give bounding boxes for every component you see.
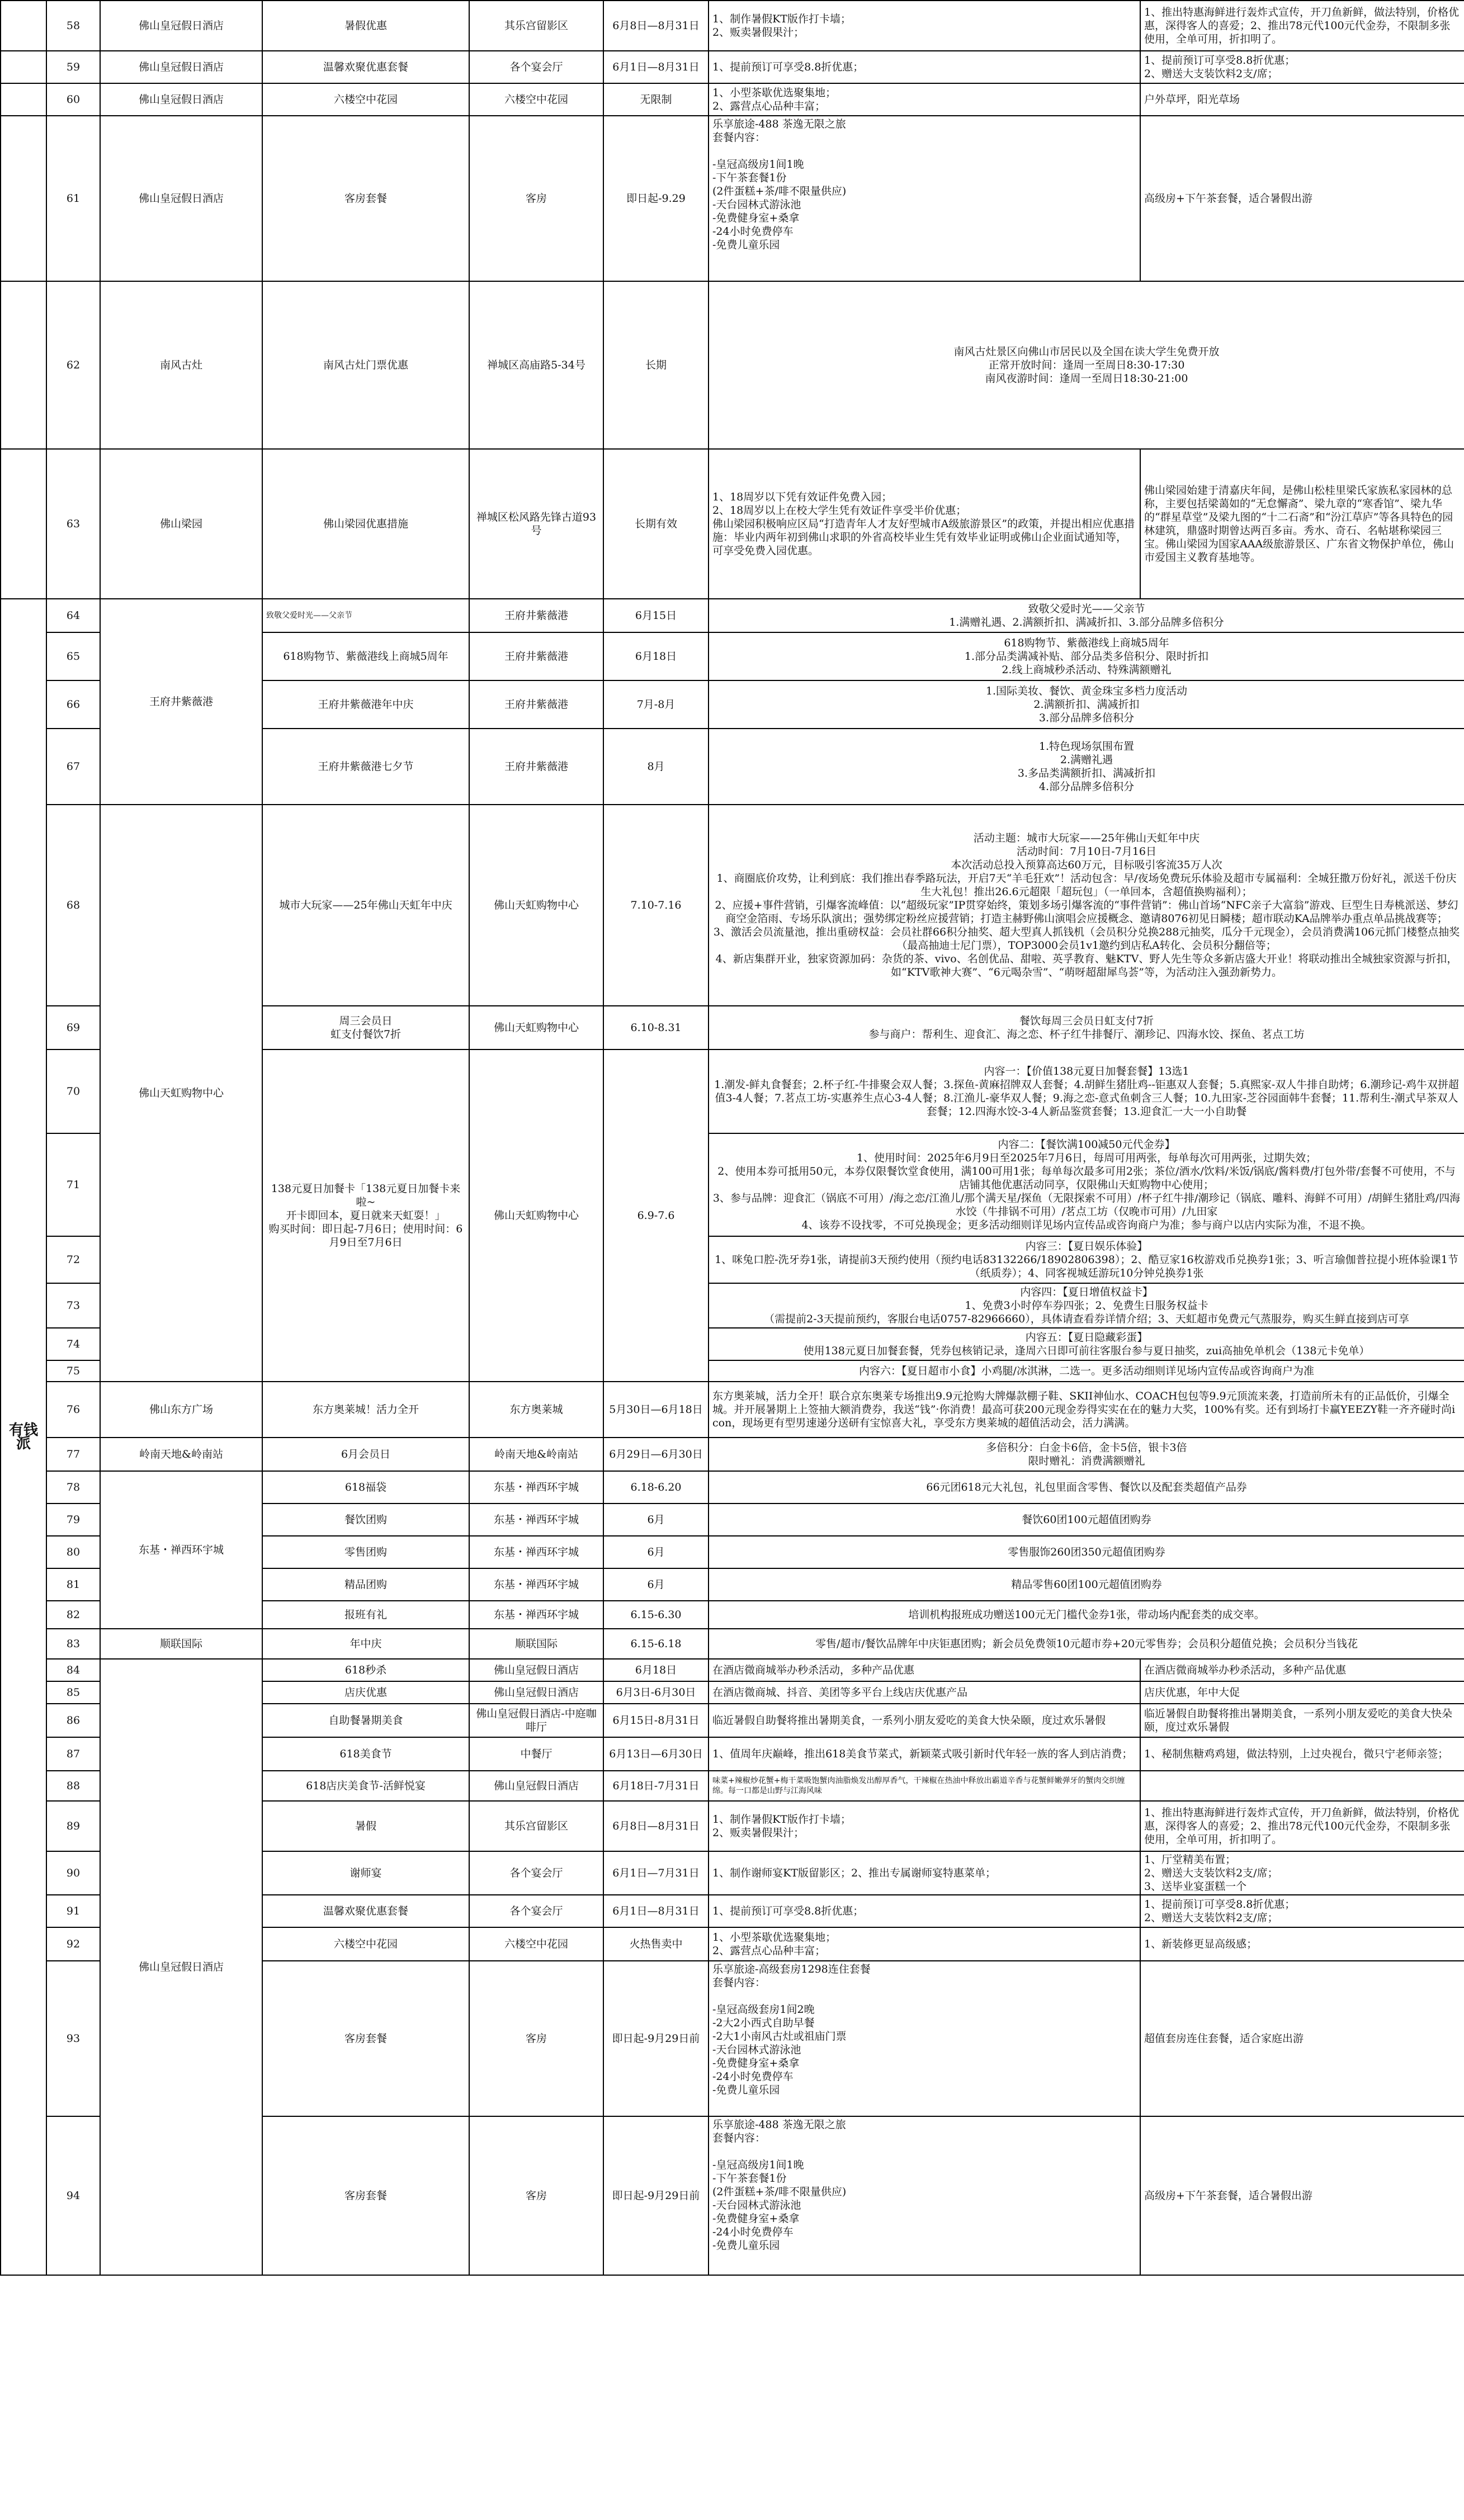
activity-name-cell: 618美食节	[262, 1737, 469, 1771]
row-number: 60	[46, 83, 100, 116]
table-row	[1, 1382, 1464, 1438]
detail-cell: 精品零售60团100元超值团购券	[709, 1568, 1464, 1601]
row-number: 64	[46, 599, 100, 632]
row-number: 63	[46, 449, 100, 599]
category-label: 有钱派	[1, 599, 46, 2275]
activity-name-cell: 零售团购	[262, 1536, 469, 1568]
row-number: 88	[46, 1771, 100, 1801]
table-row	[1, 599, 1464, 632]
detail-cell: 1、提前预订可享受8.8折优惠；	[709, 1895, 1140, 1927]
remark-cell: 在酒店微商城举办秒杀活动，多种产品优惠	[1140, 1659, 1464, 1681]
detail-cell: 内容五：【夏日隐藏彩蛋】 使用138元夏日加餐套餐，凭券包核销记录，逢周六日即可前往客服台参与夏日抽奖，zui高抽免单机会（138元卡免单）	[709, 1328, 1464, 1360]
remark-cell: 户外草坪，阳光草场	[1140, 83, 1464, 116]
venue-cell: 东基・禅西环宇城	[100, 1471, 262, 1629]
location-cell: 东基・禅西环宇城	[469, 1568, 603, 1601]
venue-cell: 佛山皇冠假日酒店	[100, 83, 262, 116]
detail-cell: 1.特色现场氛围布置 2.满赠礼遇 3.多品类满额折扣、满减折扣 4.部分品牌多倍积分	[709, 729, 1464, 805]
location-cell: 中餐厅	[469, 1737, 603, 1771]
table-row	[1, 116, 1464, 281]
activity-name-cell: 温馨欢聚优惠套餐	[262, 1895, 469, 1927]
row-number: 77	[46, 1438, 100, 1471]
remark-cell: 1、新装修更显高级感；	[1140, 1927, 1464, 1961]
row-number: 66	[46, 680, 100, 729]
time-cell: 火热售卖中	[603, 1927, 709, 1961]
detail-cell: 1、小型茶歇优选聚集地； 2、露营点心品种丰富；	[709, 83, 1140, 116]
row-number: 87	[46, 1737, 100, 1771]
location-cell: 其乐宫留影区	[469, 1, 603, 51]
time-cell: 6月	[603, 1504, 709, 1536]
location-cell: 客房	[469, 116, 603, 281]
time-cell: 6月1日—8月31日	[603, 1895, 709, 1927]
time-cell: 6月18日	[603, 1659, 709, 1681]
row-number: 94	[46, 2116, 100, 2275]
detail-cell: 1、小型茶歇优选聚集地； 2、露营点心品种丰富；	[709, 1927, 1140, 1961]
row-number: 76	[46, 1382, 100, 1438]
location-cell: 东基・禅西环宇城	[469, 1504, 603, 1536]
row-number: 78	[46, 1471, 100, 1504]
detail-cell: 内容六：【夏日超市小食】小鸡腿/冰淇淋，二选一。更多活动细则详见场内宣传品或咨询商户为准	[709, 1360, 1464, 1382]
activity-name-cell: 618秒杀	[262, 1659, 469, 1681]
location-cell: 王府井紫薇港	[469, 632, 603, 680]
venue-cell: 佛山梁园	[100, 449, 262, 599]
location-cell: 佛山皇冠假日酒店	[469, 1659, 603, 1681]
activity-name-cell: 客房套餐	[262, 2116, 469, 2275]
time-cell: 6月1日—8月31日	[603, 51, 709, 83]
row-number: 67	[46, 729, 100, 805]
time-cell: 6月18日-7月31日	[603, 1771, 709, 1801]
time-cell: 即日起-9月29日前	[603, 1961, 709, 2116]
location-cell: 顺联国际	[469, 1629, 603, 1659]
detail-cell: 东方奥莱城，活力全开！联合京东奥莱专场推出9.9元抢购大牌爆款棚子鞋、SKII神仙水、COACH包包等9.9元顶流来袭，打造前所未有的正品低价，引爆全城。并开展暑期上上签抽大额消费券，我送“钱”·你消费！最高可获200元现金券得实实在在的魅力大奖，100%有奖。还有到场打卡赢YEEZY鞋一齐齐碰时尚icon，现场更有型男速递分送研有宝惊喜大礼，享受东方奥莱城的超值活动会，活力满满。	[709, 1382, 1464, 1438]
row-number: 79	[46, 1504, 100, 1536]
location-cell: 东方奥莱城	[469, 1382, 603, 1438]
activity-name-cell: 暑假优惠	[262, 1, 469, 51]
row-number: 72	[46, 1236, 100, 1283]
venue-cell: 佛山皇冠假日酒店	[100, 1, 262, 51]
time-cell: 无限制	[603, 83, 709, 116]
remark-cell: 1、秘制焦糖鸡鸡翅，做法特别，上过央视台，微只宁老师亲签；	[1140, 1737, 1464, 1771]
table-row	[1, 83, 1464, 116]
row-number: 65	[46, 632, 100, 680]
venue-cell: 顺联国际	[100, 1629, 262, 1659]
remark-cell: 高级房+下午茶套餐，适合暑假出游	[1140, 2116, 1464, 2275]
time-cell: 6月8日—8月31日	[603, 1, 709, 51]
detail-cell: 餐饮60团100元超值团购券	[709, 1504, 1464, 1536]
activity-name-cell: 佛山梁园优惠措施	[262, 449, 469, 599]
location-cell: 佛山天虹购物中心	[469, 1006, 603, 1049]
detail-cell: 1、制作暑假KT版作打卡墙； 2、贩卖暑假果汁；	[709, 1, 1140, 51]
remark-cell: 1、提前预订可享受8.8折优惠； 2、赠送大支装饮料2支/席；	[1140, 51, 1464, 83]
activity-name-cell: 温馨欢聚优惠套餐	[262, 51, 469, 83]
remark-cell: 超值套房连住套餐，适合家庭出游	[1140, 1961, 1464, 2116]
row-number: 80	[46, 1536, 100, 1568]
location-cell: 王府井紫薇港	[469, 729, 603, 805]
time-cell: 6.15-6.30	[603, 1601, 709, 1629]
row-number: 91	[46, 1895, 100, 1927]
time-cell: 6月29日—6月30日	[603, 1438, 709, 1471]
location-cell: 各个宴会厅	[469, 51, 603, 83]
table-row	[1, 1629, 1464, 1659]
row-number: 70	[46, 1049, 100, 1133]
table-row	[1, 1, 1464, 51]
row-number: 73	[46, 1283, 100, 1328]
activity-name-cell: 店庆优惠	[262, 1681, 469, 1704]
detail-cell: 乐享旅途-高级套房1298连住套餐 套餐内容： -皇冠高级套房1间2晚 -2大2小西式自助早餐 -2大1小南风古灶或祖庙门票 -天台园林式游泳池 -免费健身室+桑拿 -24小时免费停车 -免费儿童乐园	[709, 1961, 1140, 2116]
table-row	[1, 1471, 1464, 1504]
row-number: 71	[46, 1133, 100, 1236]
activity-name-cell: 南风古灶门票优惠	[262, 281, 469, 449]
row-number: 69	[46, 1006, 100, 1049]
time-cell: 6.15-6.18	[603, 1629, 709, 1659]
row-number: 62	[46, 281, 100, 449]
detail-cell: 味菜+辣椒炒花蟹+梅干菜吸饱蟹肉油脂焕发出醇厚香气，干辣椒在热油中释放出霸道辛香与花蟹鲜嫩弹牙的蟹肉交织缠绵。每一口都是山野与江海风味	[709, 1771, 1140, 1801]
row-number: 81	[46, 1568, 100, 1601]
location-cell: 禅城区高庙路5-34号	[469, 281, 603, 449]
time-cell: 6.9-7.6	[603, 1049, 709, 1382]
activity-name-cell: 六楼空中花园	[262, 83, 469, 116]
time-cell: 6月13日—6月30日	[603, 1737, 709, 1771]
detail-cell: 66元团618元大礼包，礼包里面含零售、餐饮以及配套类超值产品券	[709, 1471, 1464, 1504]
detail-cell: 1、值周年庆巅峰，推出618美食节菜式，新颖菜式吸引新时代年轻一族的客人到店消费；	[709, 1737, 1140, 1771]
remark-cell: 1、推出特惠海鲜进行轰炸式宣传，开刀鱼新鲜，做法特别，价格优惠，深得客人的喜爱；2、推出78元代100元代金券，不限制多张使用，全单可用，折扣明了。	[1140, 1801, 1464, 1851]
venue-cell: 佛山天虹购物中心	[100, 805, 262, 1382]
activity-name-cell: 报班有礼	[262, 1601, 469, 1629]
location-cell: 东基・禅西环宇城	[469, 1471, 603, 1504]
table-row	[1, 1438, 1464, 1471]
location-cell: 东基・禅西环宇城	[469, 1601, 603, 1629]
remark-cell: 店庆优惠，年中大促	[1140, 1681, 1464, 1704]
detail-cell: 内容三：【夏日娱乐体验】 1、咪兔口腔-洗牙券1张，请提前3天预约使用（预约电话83132266/18902806398）；2、酷豆家16枚游戏币兑换券1张；3、听言瑜伽普拉提小班体验课1节（纸质券）；4、同客视城廷游玩10分钟兑换券1张	[709, 1236, 1464, 1283]
activity-name-cell: 王府井紫薇港七夕节	[262, 729, 469, 805]
detail-cell: 内容二：【餐饮满100减50元代金券】 1、使用时间：2025年6月9日至2025年7月6日，每周可用两张，每单每次可用两张，过期失效； 2、使用本券可抵用50元，本券仅限餐饮堂食使用，满100可用1张；每单每次最多可用2张；茶位/酒水/饮料/米饭/锅底/酱料费/打包外带/套餐不可使用，不与店铺其他优惠活动同享，仅限佛山天虹购物中心使用； 3、参与品牌：迎食汇（锅底不可用）/海之恋/江渔儿/那个满天星/探鱼（无限探索不可用）/杯子红牛排/潮珍记（锅底、雕料、海鲜不可用）/胡鲜生猪肚鸡/四海水饺（牛排锅不可用）/茗点工坊（仅晚市可用）/九田家 4、该券不设找零，不可兑换现金；更多活动细则详见场内宣传品或咨询商户为准；参与商户以店内实际为准，不退不换。	[709, 1133, 1464, 1236]
table-row	[1, 51, 1464, 83]
time-cell: 6.10-8.31	[603, 1006, 709, 1049]
row-number: 75	[46, 1360, 100, 1382]
detail-cell: 致敬父爱时光——父亲节 1.满赠礼遇、2.满额折扣、满减折扣、3.部分品牌多倍积分	[709, 599, 1464, 632]
activity-name-cell: 精品团购	[262, 1568, 469, 1601]
detail-cell: 活动主题：城市大玩家——25年佛山天虹年中庆 活动时间：7月10日-7月16日 本次活动总投入预算高达60万元，目标吸引客流35万人次 1、商圈底价攻势，让利到底：我们推出春季路玩法，开启7天“羊毛狂欢”！活动包含：早/夜场免费玩乐体验及超市专属福利：全城狂撒万份好礼，派送千份庆生大礼包！推出26.6元超限「超玩包」（一单回本，含超值换购福利）； 2、应援+事件营销，引爆客流峰值：以“超级玩家”IP贯穿始终，策划多场引爆客流的“事件营销”：佛山首场“NFC亲子大富翁”游戏、巨型生日寿桃派送、梦幻商空金箔雨、专场乐队演出；强势绑定粉丝应援营销；打造主赫野佛山演唱会应援概念、邀请8076初见日瞬楼；超市联动KA品牌举办重点单品挑战赛等； 3、激活会员流量池，推出重磅权益：会员社群66积分抽奖、超大型真人抓钱机（会员积分兑换288元抽奖，瓜分千元现金），会员消费满106元抓门楼整点抽奖（最高抽迪士尼门票），TOP3000会员1v1邀约到店私A转化、会员积分翻倍等； 4、新店集群开业，独家资源加码：杂货的茶、vivo、名创优品、甜啦、英孚教育、魅KTV、野人先生等众多新店盛大开业！将联动推出全城独家资源与折扣，如“KTV歌神大赛”、“6元喝杂雪”、“萌呀超甜犀鸟荟”等，为活动注入强劲新势力。	[709, 805, 1464, 1006]
remark-cell: 1、提前预订可享受8.8折优惠； 2、赠送大支装饮料2支/席；	[1140, 1895, 1464, 1927]
location-cell: 六楼空中花园	[469, 1927, 603, 1961]
location-cell: 各个宴会厅	[469, 1851, 603, 1895]
detail-cell: 培训机构报班成功赠送100元无门槛代金券1张，带动场内配套类的成交率。	[709, 1601, 1464, 1629]
row-number: 59	[46, 51, 100, 83]
table-row	[1, 281, 1464, 449]
activity-name-cell: 618福袋	[262, 1471, 469, 1504]
remark-cell: 佛山梁园始建于清嘉庆年间，是佛山松桂里梁氏家族私家园林的总称，主要包括梁蔼如的“无怠懈斋”、梁九章的“寒香馆”、梁九华的“群星草堂”及梁九图的“十二石斋”和“汾江草庐”等各具特色的园林建筑，鼎盛时期曾达两百多亩。秀水、奇石、名帖堪称梁园三宝。佛山梁园为国家AAA级旅游景区、广东省文物保护单位，佛山市爱国主义教育基地等。	[1140, 449, 1464, 599]
detail-cell: 1、提前预订可享受8.8折优惠；	[709, 51, 1140, 83]
row-number: 85	[46, 1681, 100, 1704]
time-cell: 6.18-6.20	[603, 1471, 709, 1504]
activity-name-cell: 东方奥莱城！活力全开	[262, 1382, 469, 1438]
location-cell: 客房	[469, 2116, 603, 2275]
detail-cell: 1、制作谢师宴KT版留影区；2、推出专属谢师宴特惠菜单；	[709, 1851, 1140, 1895]
location-cell: 各个宴会厅	[469, 1895, 603, 1927]
venue-cell: 佛山东方广场	[100, 1382, 262, 1438]
row-number: 86	[46, 1704, 100, 1737]
detail-cell: 多倍积分：白金卡6倍，金卡5倍，银卡3倍 限时赠礼：消费满额赠礼	[709, 1438, 1464, 1471]
time-cell: 8月	[603, 729, 709, 805]
location-cell: 佛山皇冠假日酒店	[469, 1771, 603, 1801]
activity-name-cell: 6月会员日	[262, 1438, 469, 1471]
location-cell: 佛山天虹购物中心	[469, 805, 603, 1006]
detail-cell: 零售/超市/餐饮品牌年中庆钜惠团购；新会员免费领10元超市券+20元零售券；会员积分超值兑换；会员积分当钱花	[709, 1629, 1464, 1659]
location-cell: 佛山皇冠假日酒店-中庭咖啡厅	[469, 1704, 603, 1737]
table-row	[1, 449, 1464, 599]
time-cell: 6月18日	[603, 632, 709, 680]
detail-cell: 在酒店微商城、抖音、美团等多平台上线店庆优惠产品	[709, 1681, 1140, 1704]
time-cell: 7.10-7.16	[603, 805, 709, 1006]
time-cell: 6月15日-8月31日	[603, 1704, 709, 1737]
location-cell: 佛山天虹购物中心	[469, 1049, 603, 1382]
detail-cell: 1.国际美妆、餐饮、黄金珠宝多档力度活动 2.满额折扣、满减折扣 3.部分品牌多倍积分	[709, 680, 1464, 729]
time-cell: 6月3日-6月30日	[603, 1681, 709, 1704]
activity-name-cell: 暑假	[262, 1801, 469, 1851]
detail-cell: 618购物节、紫薇港线上商城5周年 1.部分品类满减补贴、部分品类多倍积分、限时折扣 2.线上商城秒杀活动、特殊满额赠礼	[709, 632, 1464, 680]
detail-cell: 1、制作暑假KT版作打卡墙； 2、贩卖暑假果汁；	[709, 1801, 1140, 1851]
time-cell: 7月-8月	[603, 680, 709, 729]
row-number: 92	[46, 1927, 100, 1961]
location-cell: 禅城区松风路先锋古道93号	[469, 449, 603, 599]
venue-cell: 佛山皇冠假日酒店	[100, 51, 262, 83]
detail-cell: 内容一：【价值138元夏日加餐套餐】13选1 1.潮发-鲜丸食餐套；2.杯子红-牛排聚会双人餐；3.探鱼-黄麻招牌双人套餐；4.胡鲜生猪肚鸡--钜惠双人套餐；5.真熙家-双人牛排自助烤；6.潮珍记-鸡牛双拼超值3-4人餐；7.茗点工坊-实惠养生点心3-4人餐；8.江渔儿-豪华双人餐；9.海之恋-意式鱼刺含三人餐；10.九田家-芝谷园面韩牛套餐；11.帮利生-潮式早茶双人套餐；12.四海水饺-3-4人新品鉴赏套餐；13.迎食汇一大一小自助餐	[709, 1049, 1464, 1133]
detail-cell: 内容四：【夏日增值权益卡】 1、免费3小时停车券四张；2、免费生日服务权益卡 （需提前2-3天提前预约，客服台电话0757-82966660），具体请查看券详情介绍；3、天虹超市免费元气蒸服券，购买生鲜直接到店可享	[709, 1283, 1464, 1328]
location-cell: 王府井紫薇港	[469, 680, 603, 729]
location-cell: 东基・禅西环宇城	[469, 1536, 603, 1568]
time-cell: 6月1日—7月31日	[603, 1851, 709, 1895]
table-row	[1, 1659, 1464, 1681]
row-number: 74	[46, 1328, 100, 1360]
time-cell: 6月	[603, 1568, 709, 1601]
location-cell: 佛山皇冠假日酒店	[469, 1681, 603, 1704]
activity-name-cell: 致敬父爱时光——父亲节	[262, 599, 469, 632]
detail-cell: 南风古灶景区向佛山市居民以及全国在读大学生免费开放 正常开放时间：逢周一至周日8:30-17:30 南风夜游时间：逢周一至周日18:30-21:00	[709, 281, 1464, 449]
location-cell: 王府井紫薇港	[469, 599, 603, 632]
activity-name-cell: 王府井紫薇港年中庆	[262, 680, 469, 729]
time-cell: 5月30日—6月18日	[603, 1382, 709, 1438]
location-cell: 客房	[469, 1961, 603, 2116]
activity-name-cell: 618店庆美食节-活鲜悦宴	[262, 1771, 469, 1801]
row-number: 61	[46, 116, 100, 281]
row-number: 83	[46, 1629, 100, 1659]
activity-name-cell: 城市大玩家——25年佛山天虹年中庆	[262, 805, 469, 1006]
detail-cell: 在酒店微商城举办秒杀活动，多种产品优惠	[709, 1659, 1140, 1681]
time-cell: 长期有效	[603, 449, 709, 599]
activity-name-cell: 六楼空中花园	[262, 1927, 469, 1961]
row-number: 90	[46, 1851, 100, 1895]
venue-cell: 王府井紫薇港	[100, 599, 262, 805]
row-number: 58	[46, 1, 100, 51]
venue-cell: 南风古灶	[100, 281, 262, 449]
row-number: 84	[46, 1659, 100, 1681]
time-cell: 即日起-9.29	[603, 116, 709, 281]
detail-cell: 乐享旅途-488 茶逸无限之旅 套餐内容： -皇冠高级房1间1晚 -下午茶套餐1份 (2件蛋糕+茶/啡不限量供应) -天台园林式游泳池 -免费健身室+桑拿 -24小时免费停车 -免费儿童乐园	[709, 2116, 1140, 2275]
time-cell: 长期	[603, 281, 709, 449]
location-cell: 六楼空中花园	[469, 83, 603, 116]
remark-cell: 高级房+下午茶套餐，适合暑假出游	[1140, 116, 1464, 281]
remark-cell	[1140, 1771, 1464, 1801]
detail-cell: 餐饮每周三会员日虹支付7折 参与商户：帮利生、迎食汇、海之恋、杯子红牛排餐厅、潮珍记、四海水饺、探鱼、茗点工坊	[709, 1006, 1464, 1049]
venue-cell: 佛山皇冠假日酒店	[100, 116, 262, 281]
detail-cell: 临近暑假自助餐将推出暑期美食，一系列小朋友爱吃的美食大快朵颐，度过欢乐暑假	[709, 1704, 1140, 1737]
time-cell: 6月	[603, 1536, 709, 1568]
table-row	[1, 805, 1464, 1006]
time-cell: 6月8日—8月31日	[603, 1801, 709, 1851]
detail-cell: 1、18周岁以下凭有效证件免费入园； 2、18周岁以上在校大学生凭有效证件享受半价优惠； 佛山梁园积极响应区局“打造青年人才友好型城市A级旅游景区”的政策，并提出相应优惠措施：毕业内两年初到佛山求职的外省高校毕业生凭有效毕业证明或佛山企业面试通知等，可享受免费入园优惠。	[709, 449, 1140, 599]
detail-cell: 零售服饰260团350元超值团购券	[709, 1536, 1464, 1568]
location-cell: 岭南天地&岭南站	[469, 1438, 603, 1471]
activity-name-cell: 138元夏日加餐卡「138元夏日加餐卡来啦~ 开卡即回本，夏日就来天虹耍！」 购买时间：即日起-7月6日；使用时间：6月9日至7月6日	[262, 1049, 469, 1382]
activity-name-cell: 年中庆	[262, 1629, 469, 1659]
remark-cell: 1、厅堂精美布置； 2、赠送大支装饮料2支/席； 3、送毕业宴蛋糕一个	[1140, 1851, 1464, 1895]
location-cell: 其乐宫留影区	[469, 1801, 603, 1851]
remark-cell: 1、推出特惠海鲜进行轰炸式宣传，开刀鱼新鲜，做法特别，价格优惠，深得客人的喜爱；2、推出78元代100元代金券，不限制多张使用，全单可用，折扣明了。	[1140, 1, 1464, 51]
activity-name-cell: 周三会员日 虹支付餐饮7折	[262, 1006, 469, 1049]
activity-name-cell: 客房套餐	[262, 1961, 469, 2116]
row-number: 93	[46, 1961, 100, 2116]
row-number: 89	[46, 1801, 100, 1851]
time-cell: 即日起-9月29日前	[603, 2116, 709, 2275]
activity-name-cell: 618购物节、紫薇港线上商城5周年	[262, 632, 469, 680]
row-number: 68	[46, 805, 100, 1006]
remark-cell: 临近暑假自助餐将推出暑期美食，一系列小朋友爱吃的美食大快朵颐，度过欢乐暑假	[1140, 1704, 1464, 1737]
time-cell: 6月15日	[603, 599, 709, 632]
activity-name-cell: 客房套餐	[262, 116, 469, 281]
venue-cell: 岭南天地&岭南站	[100, 1438, 262, 1471]
detail-cell: 乐享旅途-488 茶逸无限之旅 套餐内容： -皇冠高级房1间1晚 -下午茶套餐1份 (2件蛋糕+茶/啡不限量供应) -天台园林式游泳池 -免费健身室+桑拿 -24小时免费停车 -免费儿童乐园	[709, 116, 1140, 281]
venue-cell: 佛山皇冠假日酒店	[100, 1659, 262, 2275]
activity-name-cell: 自助餐暑期美食	[262, 1704, 469, 1737]
activity-name-cell: 餐饮团购	[262, 1504, 469, 1536]
row-number: 82	[46, 1601, 100, 1629]
activity-name-cell: 谢师宴	[262, 1851, 469, 1895]
